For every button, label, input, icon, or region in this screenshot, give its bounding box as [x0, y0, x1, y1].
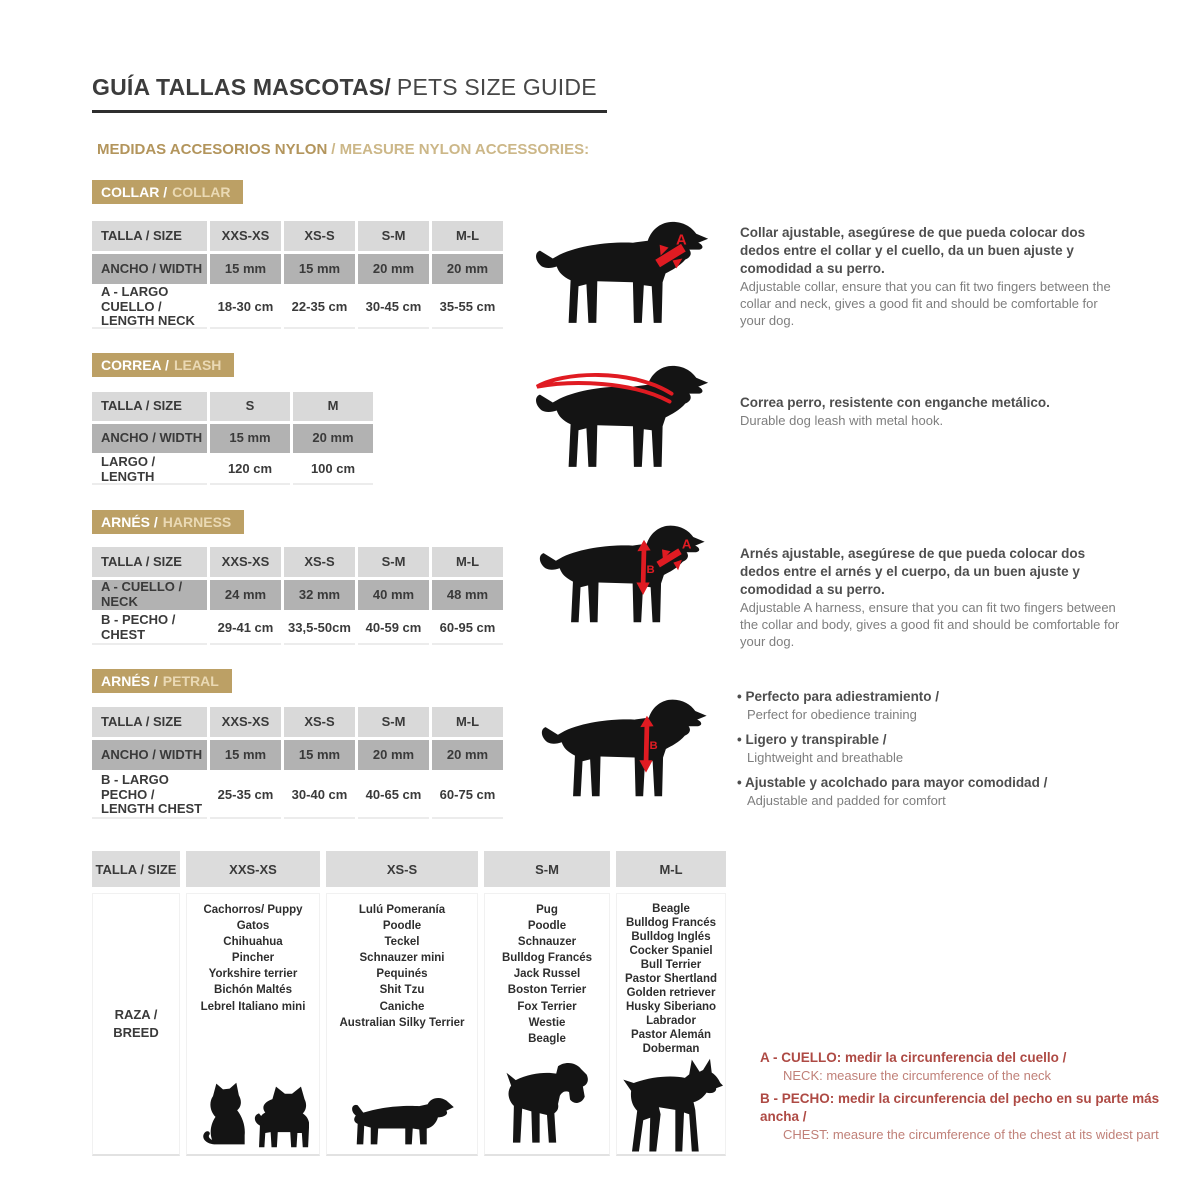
collar-length-label: A - LARGO CUELLO / LENGTH NECK	[92, 287, 207, 329]
leash-width-value: 15 mm	[210, 424, 290, 453]
petral-chest-value: 30-40 cm	[284, 773, 355, 819]
collar-size-label: TALLA / SIZE	[92, 221, 207, 251]
collar-width-value: 20 mm	[432, 254, 503, 284]
leash-desc-es: Correa perro, resistente con enganche metálico.	[740, 395, 1050, 410]
breed-item: Pastor Shertland	[624, 973, 718, 986]
breed-item: Bull Terrier	[640, 959, 702, 972]
breeds-col-header: XXS-XS	[186, 851, 320, 887]
feature-en: Perfect for obedience training	[747, 707, 917, 723]
leash-badge-en: LEASH	[173, 357, 222, 373]
harness-description	[740, 545, 1123, 651]
collar-description	[740, 224, 1123, 330]
collar-badge-en: COLLAR	[172, 184, 231, 200]
collar-length-value: 30-45 cm	[358, 287, 429, 329]
petral-chest-strap-marker	[646, 724, 647, 764]
collar-desc-en: Adjustable collar, ensure that you can fit two fingers between the collar and neck, gives a good fit and should be comfortable for your dog.	[740, 278, 1111, 329]
note-item	[760, 1049, 1190, 1085]
collar-width-value: 15 mm	[284, 254, 355, 284]
harness-badge-es: ARNÉS /	[101, 514, 158, 530]
harness-neck-value: 24 mm	[210, 580, 281, 610]
collar-width-value: 15 mm	[210, 254, 281, 284]
harness-dog-illustration	[536, 520, 716, 629]
breed-item: Caniche	[379, 1000, 425, 1013]
petral-chest-value: 60-75 cm	[432, 773, 503, 819]
breed-item: Cachorros/ Puppy	[203, 904, 303, 916]
breed-item: Poodle	[382, 920, 422, 933]
breed-item: Pastor Alemán	[630, 1029, 712, 1042]
leash-badge-es: CORREA /	[101, 357, 169, 373]
collar-size-col: M-L	[432, 221, 503, 251]
leash-size-col: M	[293, 392, 373, 421]
leash-size-col: S	[210, 392, 290, 421]
petral-badge-en: PETRAL	[162, 673, 219, 689]
petral-width-value: 20 mm	[432, 740, 503, 770]
breed-item: Bulldog Francés	[501, 952, 593, 965]
collar-marker-letter: A	[676, 232, 687, 249]
feature-en: Adjustable and padded for comfort	[747, 792, 946, 808]
breed-item: Labrador	[646, 1015, 696, 1028]
collar-width-value: 20 mm	[358, 254, 429, 284]
leash-dog-illustration	[532, 360, 720, 474]
doberman-silhouette-icon	[619, 1056, 723, 1156]
harness-size-label: TALLA / SIZE	[92, 547, 207, 577]
breeds-col-header: S-M	[484, 851, 610, 887]
breeds-cell-xxs-xs	[186, 893, 320, 1156]
petral-size-col: XXS-XS	[210, 707, 281, 737]
harness-marker-a-letter: A	[681, 536, 692, 552]
petral-width-label: ANCHO / WIDTH	[92, 740, 207, 770]
collar-length-value: 22-35 cm	[284, 287, 355, 329]
harness-chest-value: 40-59 cm	[358, 613, 429, 645]
leash-length-value: 120 cm	[210, 456, 290, 485]
silhouette-row	[501, 1058, 593, 1154]
harness-chest-value: 60-95 cm	[432, 613, 503, 645]
breed-item: Fox Terrier	[517, 1000, 577, 1013]
breed-item: Poodle	[527, 920, 567, 933]
breed-item: Doberman	[642, 1043, 700, 1056]
note-item	[760, 1090, 1190, 1144]
petral-section-badge	[92, 669, 232, 693]
harness-neck-value: 40 mm	[358, 580, 429, 610]
breeds-table	[92, 851, 726, 1156]
leash-size-label: TALLA / SIZE	[92, 392, 207, 421]
petral-size-col: S-M	[358, 707, 429, 737]
collar-size-col: XS-S	[284, 221, 355, 251]
breed-item: Beagle	[652, 903, 690, 915]
harness-size-col: S-M	[358, 547, 429, 577]
page-subtitle-es: MEDIDAS ACCESORIOS NYLON	[97, 141, 328, 158]
breed-item: Pug	[536, 904, 558, 916]
feature-es: • Perfecto para adiestramiento /	[737, 688, 1137, 706]
silhouette-row	[198, 1078, 309, 1154]
breeds-row-label-cell	[92, 893, 180, 1156]
silhouette-row	[619, 1056, 723, 1160]
harness-size-col: XS-S	[284, 547, 355, 577]
breeds-row-label: RAZA / BREED	[113, 1006, 159, 1040]
note-en: NECK: measure the circumference of the neck	[783, 1068, 1052, 1084]
feature-item	[737, 774, 1137, 810]
page-subtitle-en: / MEASURE NYLON ACCESSORIES:	[331, 141, 590, 158]
collar-badge-es: COLLAR /	[101, 184, 168, 200]
breed-item: Lebrel Italiano mini	[200, 1000, 306, 1013]
breed-item: Schnauzer mini	[359, 952, 445, 965]
breed-item: Beagle	[528, 1032, 566, 1045]
breed-item: Golden retriever	[626, 987, 716, 1000]
leash-section-badge	[92, 353, 234, 377]
feature-es: • Ligero y transpirable /	[737, 731, 1137, 749]
petral-size-label: TALLA / SIZE	[92, 707, 207, 737]
harness-marker-b-letter: B	[646, 564, 655, 577]
note-es: B - PECHO: medir la circunferencia del pecho en su parte más ancha /	[760, 1090, 1160, 1124]
petral-width-value: 15 mm	[210, 740, 281, 770]
breed-item: Husky Siberiano	[625, 1001, 717, 1014]
breed-item: Pincher	[231, 952, 275, 965]
harness-size-table	[92, 547, 503, 645]
collar-length-value: 35-55 cm	[432, 287, 503, 329]
harness-desc-en: Adjustable A harness, ensure that you can fit two fingers between the collar and body, gives a good fit and should be comfortable for your dog.	[740, 599, 1120, 650]
petral-width-value: 15 mm	[284, 740, 355, 770]
feature-item	[737, 731, 1137, 767]
collar-size-table	[92, 221, 503, 329]
breed-item: Schnauzer	[517, 936, 577, 949]
leash-width-value: 20 mm	[293, 424, 373, 453]
breed-item: Bulldog Inglés	[631, 931, 711, 944]
collar-size-col: XXS-XS	[210, 221, 281, 251]
breed-item: Boston Terrier	[507, 984, 587, 997]
chihuahua-silhouette-icon	[251, 1083, 309, 1150]
harness-neck-value: 48 mm	[432, 580, 503, 610]
petral-size-table	[92, 707, 503, 819]
breed-item: Australian Silky Terrier	[339, 1016, 465, 1029]
breed-list	[201, 902, 306, 1015]
petral-size-col: XS-S	[284, 707, 355, 737]
breed-item: Westie	[528, 1016, 566, 1029]
harness-badge-en: HARNESS	[162, 514, 232, 530]
note-es: A - CUELLO: medir la circunferencia del cuello /	[760, 1050, 1067, 1065]
breeds-col-header: M-L	[616, 851, 726, 887]
breed-list	[625, 902, 717, 1056]
breed-item: Gatos	[236, 920, 270, 933]
breed-item: Pequinés	[376, 968, 428, 981]
measuring-notes	[760, 1049, 1190, 1149]
petral-badge-es: ARNÉS /	[101, 673, 158, 689]
petral-marker-b-letter: B	[649, 739, 658, 752]
breeds-col-header: XS-S	[326, 851, 478, 887]
feature-en: Lightweight and breathable	[747, 749, 904, 765]
leash-length-value: 100 cm	[293, 456, 373, 485]
harness-section-badge	[92, 510, 244, 534]
petral-dog-illustration	[538, 694, 718, 803]
petral-size-col: M-L	[432, 707, 503, 737]
breed-item: Teckel	[384, 936, 420, 949]
breed-item: Cocker Spaniel	[629, 945, 713, 958]
petral-feature-list	[737, 688, 1137, 816]
breed-item: Jack Russel	[513, 968, 581, 981]
collar-size-col: S-M	[358, 221, 429, 251]
petral-chest-value: 40-65 cm	[358, 773, 429, 819]
breed-item: Yorkshire terrier	[208, 968, 298, 981]
harness-neck-label: A - CUELLO / NECK	[92, 580, 207, 610]
harness-chest-strap-marker	[643, 548, 644, 586]
breed-item: Bichón Maltés	[214, 984, 292, 997]
breeds-size-header: TALLA / SIZE	[92, 851, 180, 887]
collar-section-badge	[92, 180, 243, 204]
page-title-es: GUÍA TALLAS MASCOTAS/	[92, 74, 391, 100]
leash-desc-en: Durable dog leash with metal hook.	[740, 412, 944, 428]
breeds-cell-s-m	[484, 893, 610, 1156]
breed-list	[339, 902, 464, 1031]
harness-chest-value: 29-41 cm	[210, 613, 281, 645]
petral-chest-value: 25-35 cm	[210, 773, 281, 819]
feature-item	[737, 688, 1137, 724]
collar-width-label: ANCHO / WIDTH	[92, 254, 207, 284]
petral-chest-label: B - LARGO PECHO / LENGTH CHEST	[92, 773, 207, 819]
harness-desc-es: Arnés ajustable, asegúrese de que pueda colocar dos dedos entre el arnés y el cuerpo, da un buen ajuste y comodidad a su perro.	[740, 546, 1086, 597]
schnauzer-silhouette-icon	[501, 1058, 593, 1150]
collar-length-value: 18-30 cm	[210, 287, 281, 329]
leash-length-label: LARGO / LENGTH	[92, 456, 207, 485]
dachshund-silhouette-icon	[348, 1094, 456, 1150]
note-en: CHEST: measure the circumference of the chest at its widest part	[783, 1127, 1159, 1143]
page-subtitle	[97, 141, 589, 158]
breed-item: Shit Tzu	[379, 984, 425, 997]
breeds-cell-m-l	[616, 893, 726, 1156]
leash-description	[740, 394, 1123, 429]
harness-neck-value: 32 mm	[284, 580, 355, 610]
feature-es: • Ajustable y acolchado para mayor comodidad /	[737, 774, 1137, 792]
harness-chest-label: B - PECHO / CHEST	[92, 613, 207, 645]
harness-size-col: XXS-XS	[210, 547, 281, 577]
harness-chest-value: 33,5-50cm	[284, 613, 355, 645]
leash-width-label: ANCHO / WIDTH	[92, 424, 207, 453]
cat-silhouette-icon	[198, 1078, 248, 1150]
collar-desc-es: Collar ajustable, asegúrese de que pueda colocar dos dedos entre el collar y el cuello, da un buen ajuste y comodidad a su perro.	[740, 225, 1086, 276]
breeds-cell-xs-s	[326, 893, 478, 1156]
petral-width-value: 20 mm	[358, 740, 429, 770]
breed-list	[502, 902, 592, 1047]
harness-size-col: M-L	[432, 547, 503, 577]
collar-dog-illustration	[532, 216, 720, 330]
page-title	[92, 74, 607, 113]
breed-item: Lulú Pomeranía	[358, 904, 446, 916]
breed-item: Bulldog Francés	[625, 917, 717, 930]
page-title-en: PETS SIZE GUIDE	[396, 74, 597, 100]
silhouette-row	[348, 1094, 456, 1154]
breed-item: Chihuahua	[223, 936, 283, 949]
leash-size-table	[92, 392, 373, 485]
